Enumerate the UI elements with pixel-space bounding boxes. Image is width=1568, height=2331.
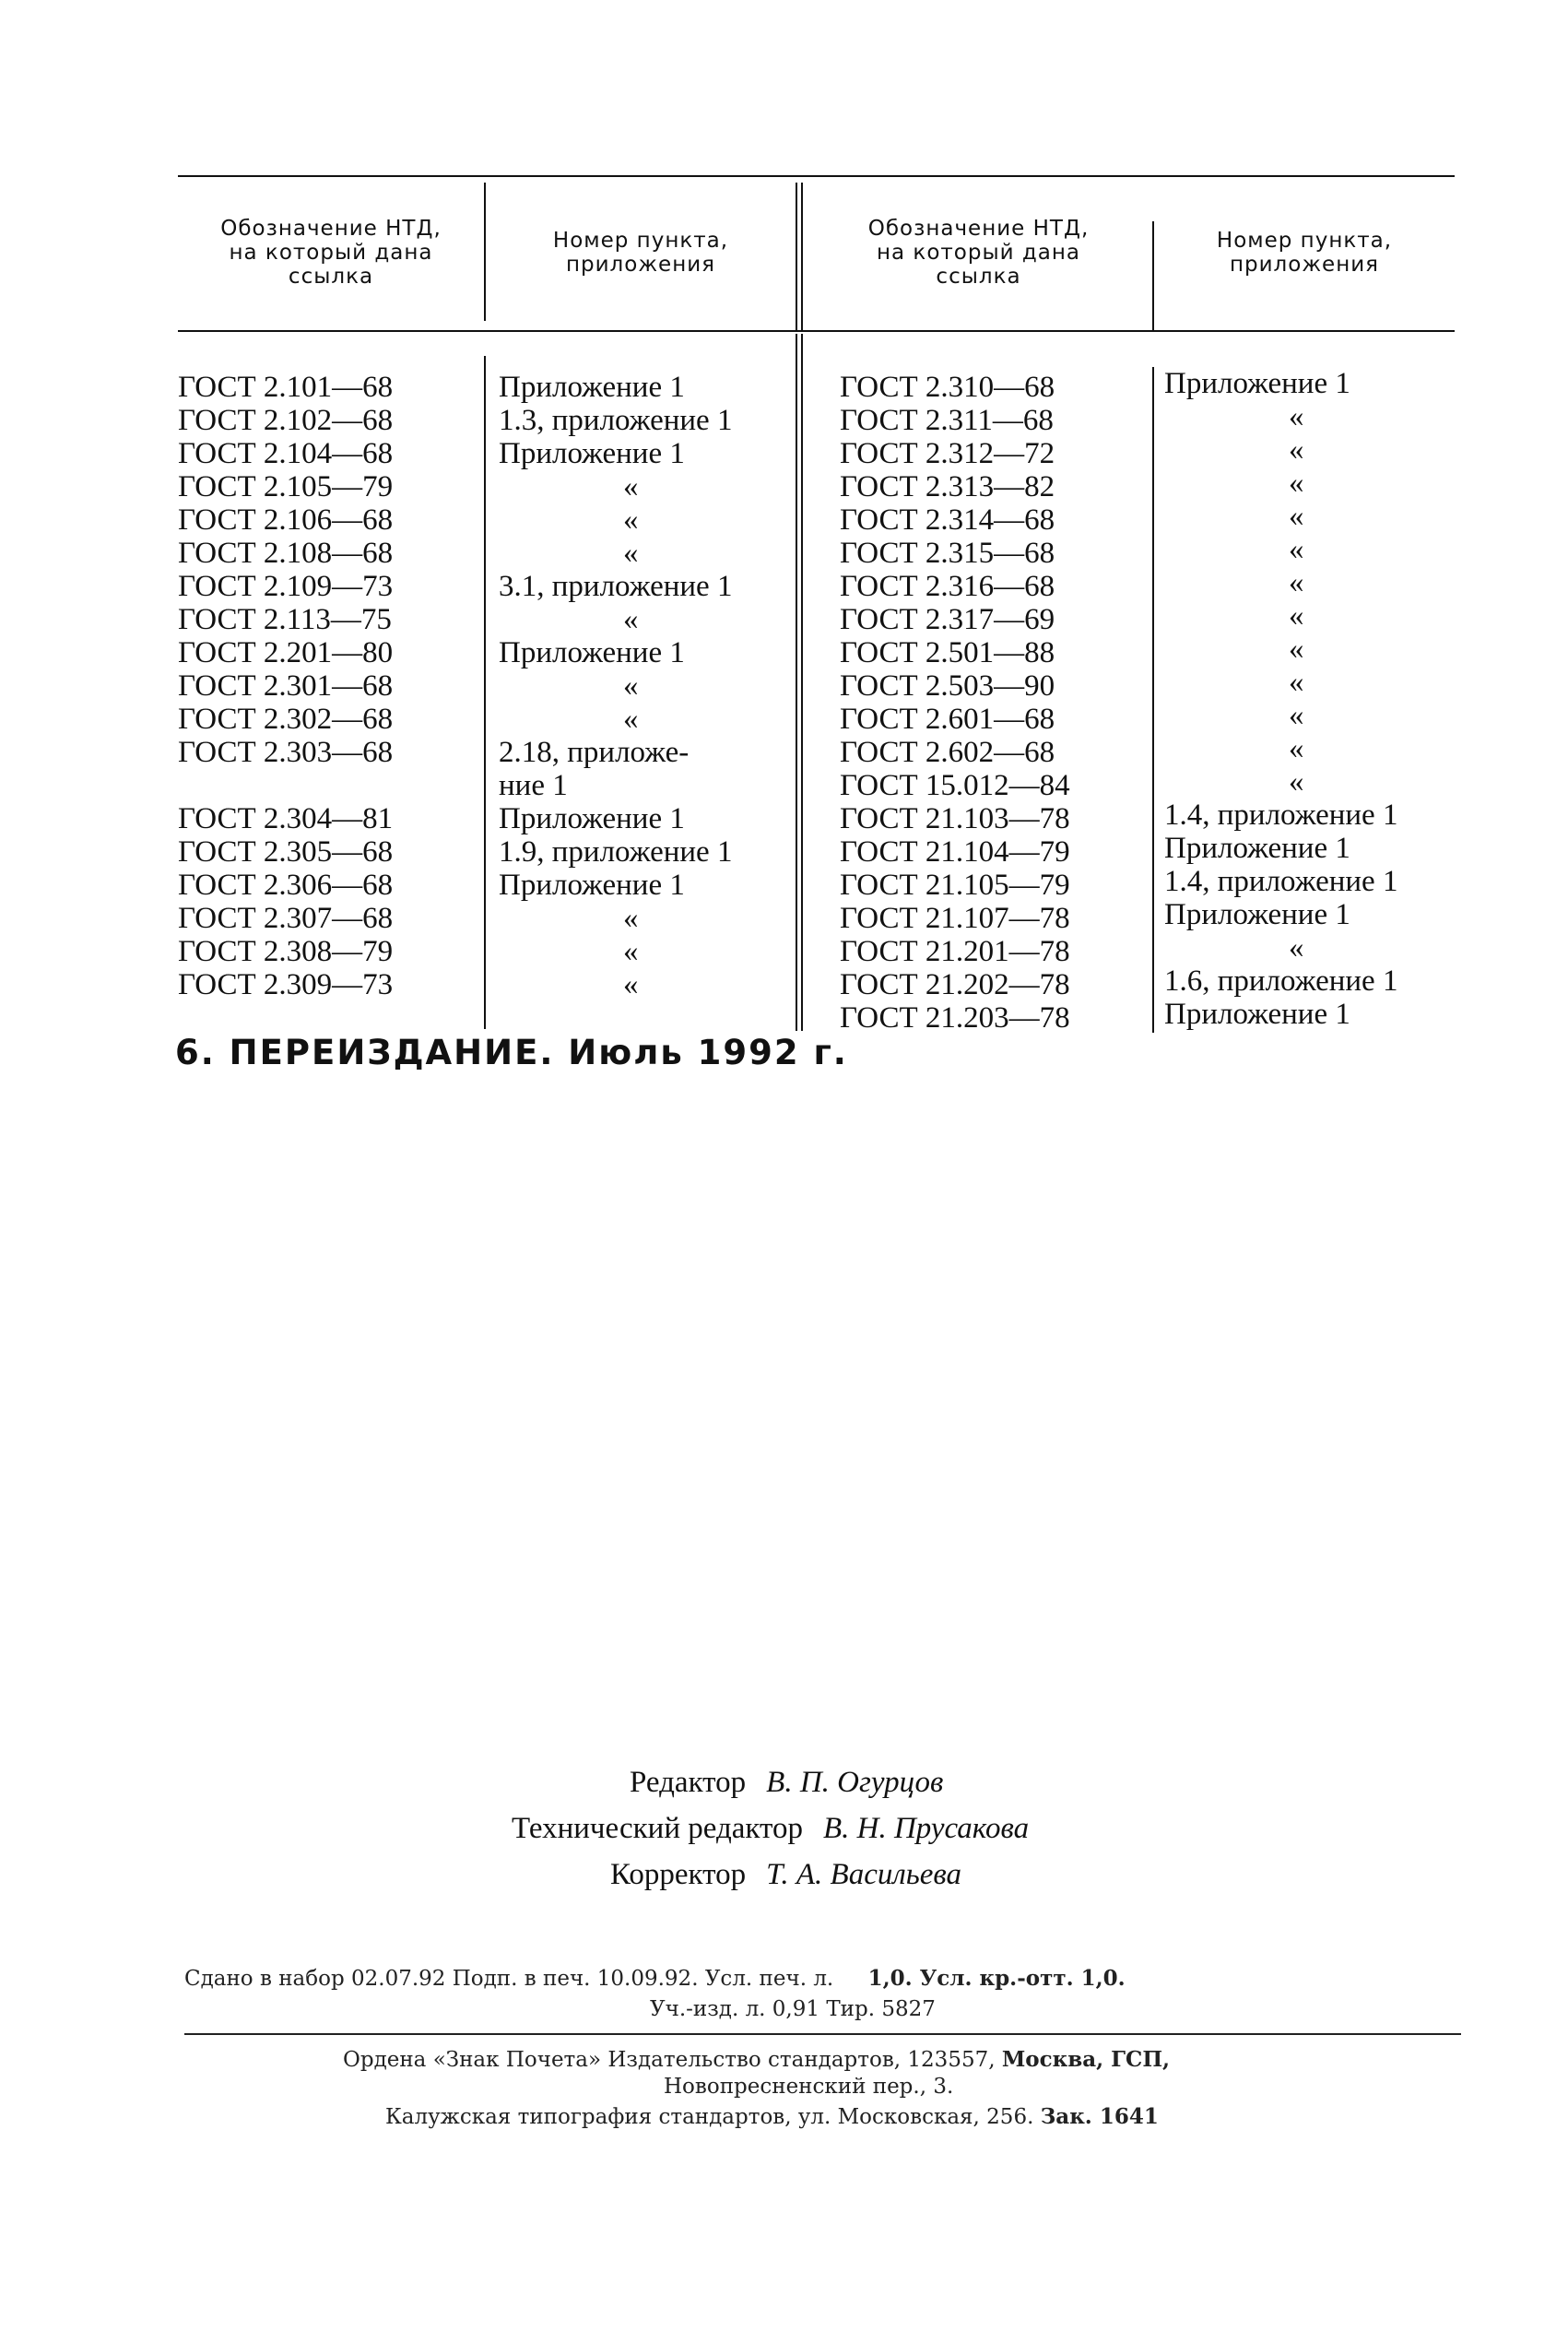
table-cell: ГОСТ 2.101—68 [178, 371, 394, 404]
table-cell: ГОСТ 2.602—68 [840, 736, 1055, 769]
table-cell: 1.9, приложение 1 [499, 835, 733, 869]
table-cell: « [1289, 699, 1304, 732]
table-cell: ГОСТ 2.303—68 [178, 736, 394, 769]
table-cell: 2.18, приложе- [499, 736, 690, 769]
table-cell: « [1289, 931, 1304, 964]
body-divider-1 [484, 356, 486, 1029]
editor-name: В. П. Огурцов [766, 1766, 944, 1799]
table-cell: « [623, 537, 639, 570]
table-cell: 1.6, приложение 1 [1164, 964, 1398, 998]
table-cell: « [623, 902, 639, 935]
imprint-line-1 [184, 1966, 1126, 1991]
imprint-sheets: 1,0. Усл. кр.-отт. 1,0. [867, 1966, 1126, 1991]
left-item-column [499, 371, 794, 1001]
table-cell: ГОСТ 21.202—78 [840, 968, 1070, 1001]
table-cell: « [623, 470, 639, 503]
corrector-line [610, 1852, 961, 1898]
table-cell: Приложение 1 [1164, 898, 1350, 931]
table-cell: ГОСТ 2.201—80 [178, 636, 394, 669]
body-divider-2b [801, 334, 803, 1031]
table-cell: Приложение 1 [1164, 367, 1350, 400]
table-cell: ГОСТ 2.314—68 [840, 503, 1055, 537]
right-ntd-column [840, 371, 1153, 1035]
header-divider-2a [796, 183, 797, 330]
table-cell: Приложение 1 [499, 636, 685, 669]
imprint-print-dates: Сдано в набор 02.07.92 Подп. в печ. 10.09.92. Усл. печ. л. [184, 1967, 834, 1991]
table-cell [178, 769, 473, 802]
table-cell: 1.4, приложение 1 [1164, 865, 1398, 898]
table-cell: ГОСТ 2.106—68 [178, 503, 394, 537]
table-cell: « [1289, 732, 1304, 765]
table-cell: « [1289, 500, 1304, 533]
table-cell: ГОСТ 2.301—68 [178, 669, 394, 703]
corrector-name: Т. А. Васильева [766, 1858, 961, 1891]
table-cell: ГОСТ 2.309—73 [178, 968, 394, 1001]
table-cell: ГОСТ 2.316—68 [840, 570, 1055, 603]
header-ntd-right: Обозначение НТД, на который дана ссылка [867, 217, 1090, 289]
table-cell: ГОСТ 2.108—68 [178, 537, 394, 570]
imprint-printer: Калужская типография стандартов, ул. Московская, 256. [385, 2105, 1034, 2129]
table-cell: ГОСТ 2.102—68 [178, 404, 394, 437]
table-cell: ГОСТ 2.104—68 [178, 437, 394, 470]
table-cell: « [1289, 433, 1304, 467]
table-cell: « [1289, 765, 1304, 799]
table-cell: ГОСТ 2.306—68 [178, 869, 394, 902]
corrector-role: Корректор [610, 1858, 747, 1891]
table-header-rule [178, 330, 1455, 332]
imprint-line-4: Новопресненский пер., 3. [664, 2075, 954, 2099]
imprint-publisher: Ордена «Знак Почета» Издательство стандартов, 123557, [343, 2048, 996, 2072]
table-cell: « [623, 669, 639, 703]
table-cell: « [1289, 666, 1304, 699]
table-cell: Приложение 1 [499, 869, 685, 902]
imprint-line-5 [385, 2104, 1159, 2129]
table-cell: ГОСТ 21.201—78 [840, 935, 1070, 968]
table-cell: ГОСТ 2.313—82 [840, 470, 1055, 503]
header-divider-2b [801, 183, 803, 330]
table-cell: ГОСТ 2.113—75 [178, 603, 392, 636]
table-cell: « [1289, 566, 1304, 599]
table-cell: ГОСТ 21.203—78 [840, 1001, 1070, 1035]
table-cell: Приложение 1 [499, 437, 685, 470]
tech-editor-name: В. Н. Прусакова [822, 1812, 1030, 1845]
table-cell: ГОСТ 2.109—73 [178, 570, 394, 603]
table-cell: Приложение 1 [1164, 998, 1350, 1031]
imprint-order: Зак. 1641 [1040, 2104, 1159, 2129]
header-item-left: Номер пункта, приложения [552, 229, 729, 277]
editor-role: Редактор [630, 1766, 747, 1799]
editor-line [630, 1759, 943, 1805]
body-divider-2a [796, 334, 797, 1031]
table-cell: « [1289, 400, 1304, 433]
table-cell: ГОСТ 2.305—68 [178, 835, 394, 869]
table-cell: « [623, 603, 639, 636]
table-cell: « [1289, 599, 1304, 633]
imprint-line-3 [343, 2047, 1170, 2072]
left-ntd-column [178, 371, 473, 1001]
table-cell: « [623, 503, 639, 537]
table-cell: « [623, 968, 639, 1001]
table-cell: ГОСТ 2.308—79 [178, 935, 394, 968]
right-item-column [1164, 367, 1455, 1031]
table-cell: « [1289, 533, 1304, 566]
table-cell: « [623, 703, 639, 736]
table-cell: ГОСТ 21.105—79 [840, 869, 1070, 902]
table-cell: ГОСТ 2.105—79 [178, 470, 394, 503]
table-cell: ГОСТ 21.104—79 [840, 835, 1070, 869]
imprint-city: Москва, ГСП, [1001, 2047, 1171, 2072]
reference-table [178, 175, 1455, 1035]
table-cell: ГОСТ 15.012—84 [840, 769, 1070, 802]
table-cell: ГОСТ 2.311—68 [840, 404, 1054, 437]
table-cell: ГОСТ 2.310—68 [840, 371, 1055, 404]
table-cell: ГОСТ 2.315—68 [840, 537, 1055, 570]
table-cell: Приложение 1 [499, 802, 685, 835]
table-cell: ГОСТ 2.503—90 [840, 669, 1055, 703]
table-cell: 1.4, приложение 1 [1164, 799, 1398, 832]
table-cell: ние 1 [499, 769, 568, 802]
table-cell: ГОСТ 2.501—88 [840, 636, 1055, 669]
imprint-line-2: Уч.-изд. л. 0,91 Тир. 5827 [650, 1997, 936, 2021]
table-cell: ГОСТ 21.103—78 [840, 802, 1070, 835]
table-cell: « [623, 935, 639, 968]
table-cell: Приложение 1 [499, 371, 685, 404]
table-cell: ГОСТ 2.601—68 [840, 703, 1055, 736]
reissue-note: 6. ПЕРЕИЗДАНИЕ. Июль 1992 г. [175, 1033, 848, 1072]
table-cell: « [1289, 633, 1304, 666]
header-ntd-left: Обозначение НТД, на который дана ссылка [220, 217, 442, 289]
table-cell: « [1289, 467, 1304, 500]
table-cell: Приложение 1 [1164, 832, 1350, 865]
tech-editor-line [512, 1805, 1029, 1852]
table-cell: ГОСТ 2.304—81 [178, 802, 394, 835]
table-cell: ГОСТ 2.317—69 [840, 603, 1055, 636]
table-cell: ГОСТ 2.307—68 [178, 902, 394, 935]
tech-editor-role: Технический редактор [512, 1812, 803, 1845]
table-cell: 3.1, приложение 1 [499, 570, 733, 603]
header-item-right: Номер пункта, приложения [1216, 229, 1393, 277]
table-cell: ГОСТ 21.107—78 [840, 902, 1070, 935]
table-cell: ГОСТ 2.302—68 [178, 703, 394, 736]
table-cell: 1.3, приложение 1 [499, 404, 733, 437]
table-cell: ГОСТ 2.312—72 [840, 437, 1055, 470]
table-top-rule [178, 175, 1455, 177]
imprint-rule [184, 2033, 1461, 2035]
